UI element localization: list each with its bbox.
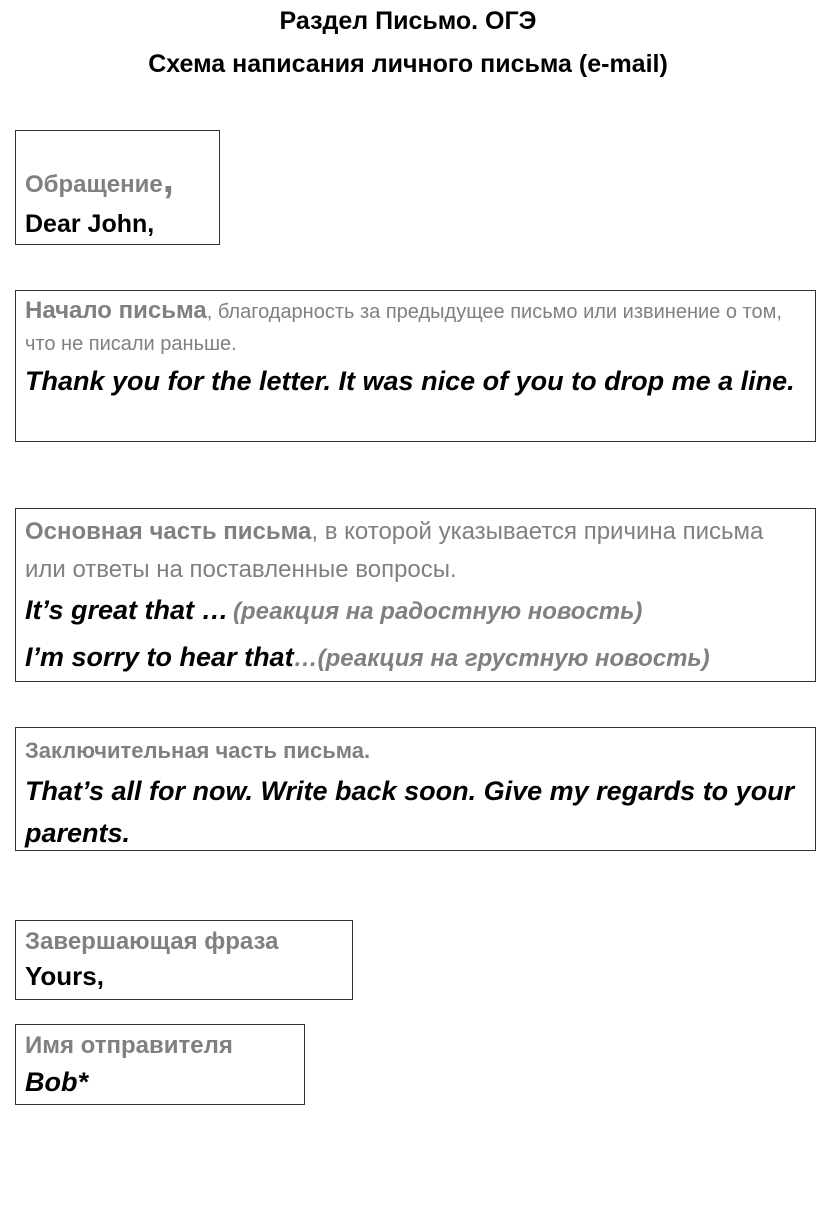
main-part-note-2: (реакция на грустную новость) bbox=[317, 645, 710, 672]
opening-label: Начало письма bbox=[25, 297, 207, 324]
closing-phrase-box bbox=[15, 920, 353, 1000]
sender-box bbox=[15, 1024, 305, 1105]
main-part-label: Основная часть письма bbox=[25, 518, 312, 545]
salutation-box bbox=[15, 130, 220, 245]
closing-phrase-label: Завершающая фраза bbox=[25, 928, 279, 955]
main-part-example-2: I’m sorry to hear that bbox=[25, 642, 294, 672]
main-part-note-1: (реакция на радостную новость) bbox=[233, 598, 643, 625]
main-part-ellipsis-2: … bbox=[293, 645, 318, 672]
page-title: Раздел Письмо. ОГЭ bbox=[279, 7, 537, 35]
opening-description: , благодарность за предыдущее письмо или извинение о том, что не писали раньше. bbox=[25, 301, 782, 355]
closing-example: That’s all for now. Write back soon. Give my regards to your parents. bbox=[25, 776, 795, 848]
page-subtitle: Схема написания личного письма (e-mail) bbox=[148, 50, 668, 78]
closing-box bbox=[15, 727, 816, 851]
salutation-comma: , bbox=[162, 157, 174, 201]
sender-label: Имя отправителя bbox=[25, 1032, 233, 1059]
closing-phrase-example: Yours, bbox=[25, 961, 104, 991]
closing-label: Заключительная часть письма. bbox=[25, 738, 371, 763]
opening-example: Thank you for the letter. It was nice of you to drop me a line. bbox=[25, 366, 795, 396]
salutation-example: Dear John, bbox=[25, 210, 155, 238]
main-part-example-1: It’s great that … bbox=[25, 595, 229, 625]
main-part-box bbox=[15, 508, 816, 682]
opening-box bbox=[15, 290, 816, 442]
sender-example: Bob* bbox=[25, 1067, 88, 1097]
salutation-label: Обращение bbox=[25, 171, 163, 198]
main-part-description: , в которой указывается причина письма или ответы на поставленные вопросы. bbox=[25, 518, 764, 583]
